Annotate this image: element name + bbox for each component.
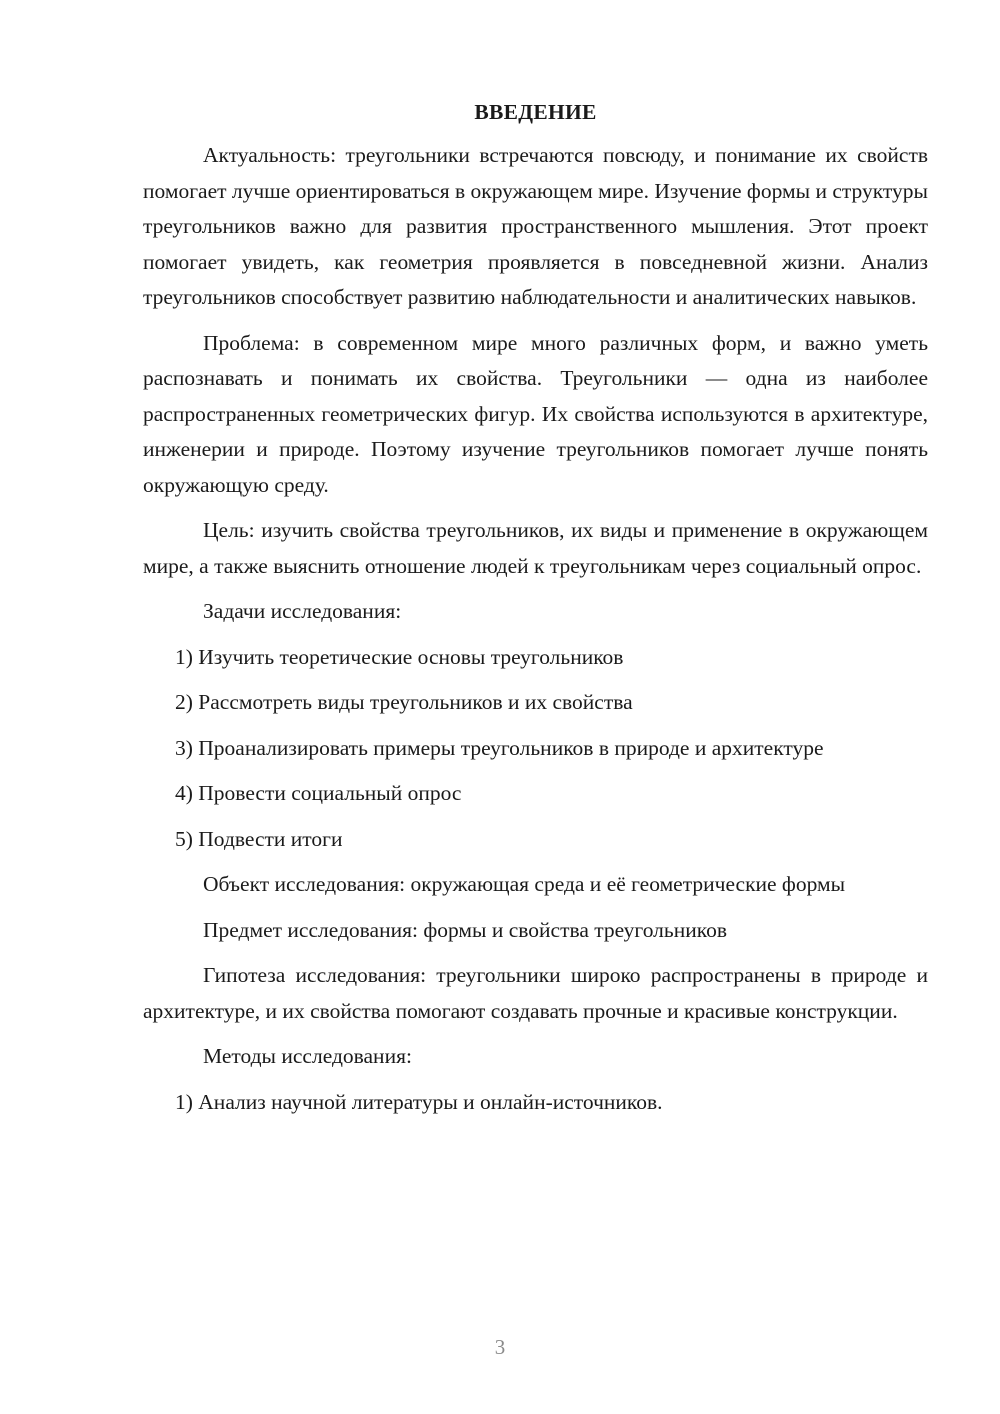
page-number: 3	[494, 1335, 506, 1359]
task-item: 2) Рассмотреть виды треугольников и их свойства	[175, 690, 633, 714]
task-item: 4) Провести социальный опрос	[175, 781, 462, 805]
page-content	[143, 94, 928, 1120]
paragraph-goal: Цель: изучить свойства треугольников, их виды и применение в окружающем мире, а также выяснить отношение людей к треугольникам через социальный опрос.	[143, 518, 928, 578]
tasks-heading: Задачи исследования:	[203, 599, 402, 623]
task-item: 5) Подвести итоги	[175, 826, 343, 851]
method-item: 1) Анализ научной литературы и онлайн-источников.	[175, 1089, 663, 1114]
methods-heading: Методы исследования:	[203, 1044, 412, 1068]
task-item: 3) Проанализировать примеры треугольников в природе и архитектуре	[175, 735, 824, 760]
paragraph-relevance: Актуальность: треугольники встречаются повсюду, и понимание их свойств помогает лучше ориентироваться в окружающем мире. Изучение формы и структуры треугольников важно для развития пространственного мышления. Этот проект помогает увидеть, как геометрия проявляется в повседневной жизни. Анализ треугольников способствует развитию наблюдательности и аналитических навыков.	[143, 143, 928, 309]
paragraph-hypothesis: Гипотеза исследования: треугольники широко распространены в природе и архитектуре, и их свойства помогают создавать прочные и красивые конструкции.	[143, 963, 928, 1023]
task-item: 1) Изучить теоретические основы треугольников	[175, 644, 624, 669]
paragraph-subject: Предмет исследования: формы и свойства треугольников	[203, 917, 727, 942]
paragraph-object: Объект исследования: окружающая среда и её геометрические формы	[203, 872, 846, 896]
page-title: ВВЕДЕНИЕ	[474, 100, 597, 124]
paragraph-problem: Проблема: в современном мире много различных форм, и важно уметь распознавать и понимать их свойства. Треугольники — одна из наиболее распространенных геометрических фигур. Их свойства используются в архитектуре, инженерии и природе. Поэтому изучение треугольников помогает лучше понять окружающую среду.	[143, 330, 928, 497]
